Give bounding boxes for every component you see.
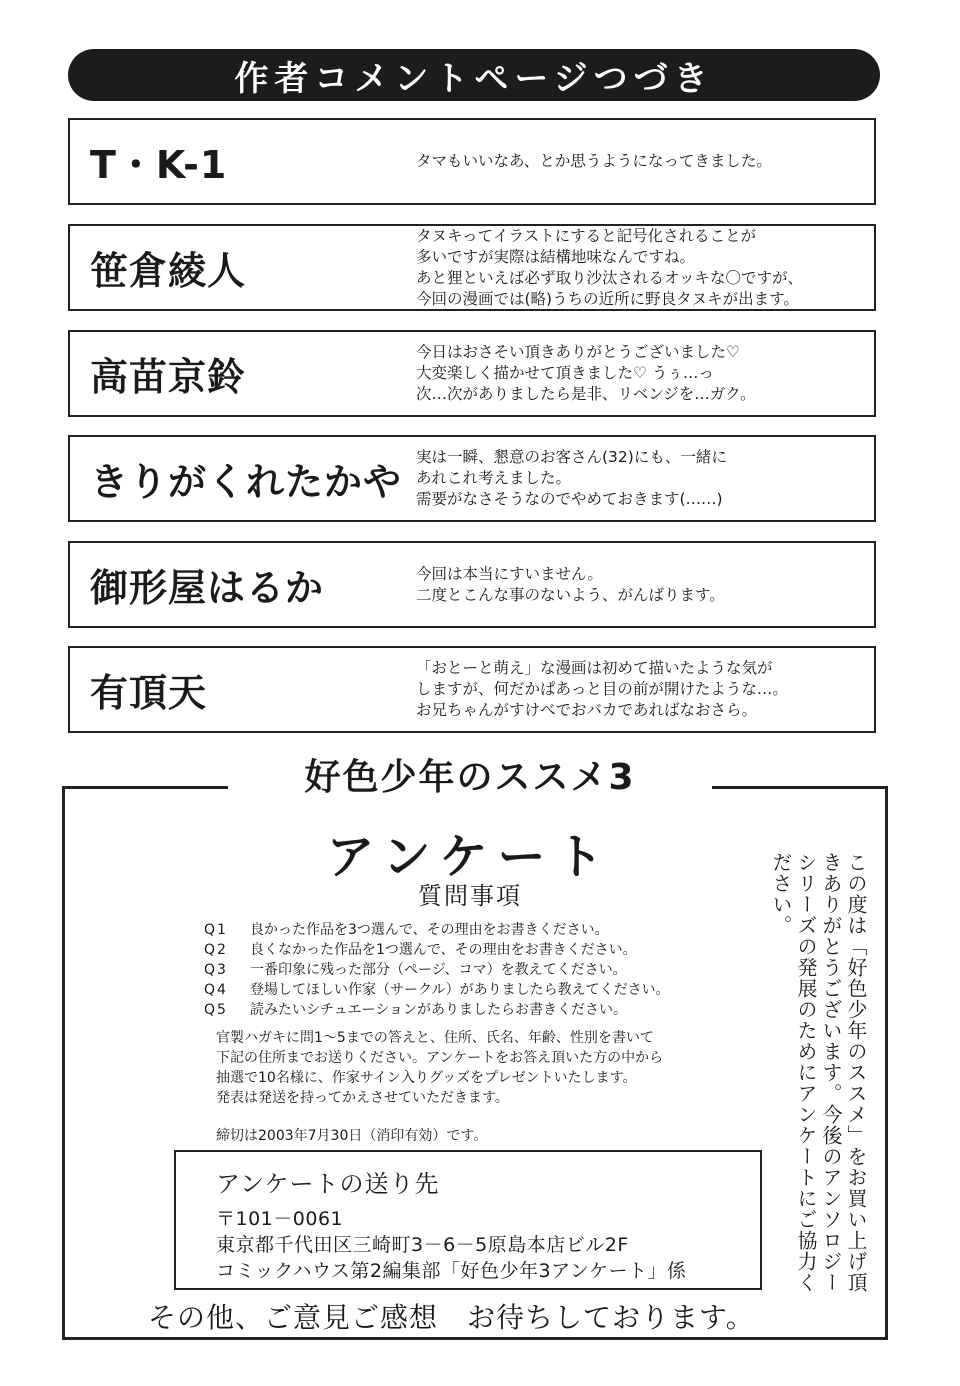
comment-text [416, 443, 866, 514]
comment-line: タマもいいなあ、とか思うようになってきました。 [416, 152, 772, 170]
question-item [204, 920, 744, 940]
question-number: Q1 [204, 922, 228, 938]
question-text: 登場してほしい作家（サークル）がありましたら教えてください。 [250, 982, 670, 998]
question-number: Q2 [204, 942, 228, 958]
author-name: 御形屋はるか [90, 566, 325, 610]
comment-box [68, 435, 876, 522]
address-title: アンケートの送り先 [216, 1170, 440, 1198]
author-name: T・K-1 [90, 143, 228, 187]
question-item [204, 980, 744, 1000]
comment-line: 二度とこんな事のないよう、がんばります。 [416, 585, 725, 604]
page-header [68, 49, 880, 101]
instruction-line: 抽選で10名様に、作家サイン入りグッズをプレゼントいたします。 [216, 1070, 637, 1086]
instruction-line: 下記の住所までお送りください。アンケートをお答え頂いた方の中から [216, 1050, 664, 1066]
question-item [204, 1000, 744, 1020]
comment-text [416, 549, 866, 620]
question-item [204, 940, 744, 960]
comment-box [68, 541, 876, 628]
survey-heading: アンケート [326, 829, 614, 885]
author-name: 笹倉綾人 [90, 249, 247, 293]
comment-line: 実は一瞬、懇意のお客さん(32)にも、一緒に [416, 448, 727, 466]
comment-line: お兄ちゃんがすけべでおバカであればなおさら。 [416, 701, 758, 719]
address-box [174, 1150, 762, 1290]
frame-divider [712, 786, 888, 789]
question-item [204, 960, 744, 980]
question-text: 一番印象に残った部分（ページ、コマ）を教えてください。 [250, 962, 627, 978]
instruction-line: 発表は発送を持ってかえさせていただきます。 [216, 1090, 509, 1106]
survey-title: 好色少年のススメ3 [228, 744, 712, 804]
comment-line: 次…次がありましたら是非、リベンジを…ガク。 [416, 385, 756, 403]
comment-line: 大変楽しく描かせて頂きました♡ うぅ…っ [416, 364, 714, 382]
comment-line: 「おとーと萌え」な漫画は初めて描いたような気が [416, 659, 773, 677]
question-number: Q5 [204, 1002, 228, 1018]
question-number: Q4 [204, 982, 228, 998]
question-list [204, 920, 744, 1020]
postal-code: 〒101－0061 [216, 1208, 344, 1230]
frame-divider [62, 786, 228, 789]
instructions [216, 1028, 756, 1108]
question-text: 読みたいシチュエーションがありましたらお書きください。 [250, 1002, 628, 1018]
comment-box [68, 330, 876, 417]
author-name: 有頂天 [90, 671, 208, 715]
comment-box [68, 224, 876, 311]
address-line: 東京都千代田区三崎町3－6－5原島本店ビル2F [216, 1234, 629, 1256]
comment-line: 今回の漫画では(略)うちの近所に野良タヌキが出ます。 [416, 289, 799, 308]
recipient-line: コミックハウス第2編集部「好色少年3アンケート」係 [216, 1260, 687, 1282]
comment-line: しますが、何だかぱあっと目の前が開けたような…。 [416, 680, 788, 698]
question-text: 良かった作品を3つ選んで、その理由をお書きください。 [250, 922, 609, 938]
comment-text [416, 126, 866, 197]
deadline: 締切は2003年7月30日（消印有効）です。 [216, 1128, 488, 1144]
closing-message: その他、ご意見ご感想 お待ちしております。 [148, 1301, 755, 1334]
comment-text [416, 226, 866, 308]
comment-line: あと狸といえば必ず取り沙汰されるオッキな〇ですが、 [416, 268, 804, 287]
comment-text [416, 338, 866, 409]
instruction-line: 官製ハガキに問1～5までの答えと、住所、氏名、年齢、性別を書いて [216, 1030, 654, 1046]
comment-line: あれこれ考えました。 [416, 469, 572, 487]
comment-box [68, 646, 876, 733]
comment-line: 多いですが実際は結構地味なんですね。 [416, 247, 696, 266]
comment-box [68, 118, 876, 205]
comment-line: 需要がなさそうなのでやめておきます(……) [416, 490, 723, 508]
comment-text [416, 654, 866, 725]
question-number: Q3 [204, 962, 228, 978]
comment-line: タヌキってイラストにすると記号化されることが [416, 226, 757, 245]
author-name: きりがくれたかや [90, 460, 403, 504]
question-text: 良くなかった作品を1つ選んで、その理由をお書きください。 [250, 942, 637, 958]
comment-line: 今日はおさそい頂きありがとうございました♡ [416, 343, 740, 361]
page-title: 作者コメントページつづき [234, 58, 714, 99]
author-name: 高苗京鈴 [90, 355, 247, 399]
questions-heading: 質問事項 [418, 882, 522, 910]
comment-line: 今回は本当にすいません。 [416, 564, 603, 583]
thanks-message: この度は「好色少年のススメ」をお買い上げ頂きありがとうございます。今後のアンソロジーシリーズの発展のためにアンケートにご協力ください。 [769, 852, 868, 1293]
